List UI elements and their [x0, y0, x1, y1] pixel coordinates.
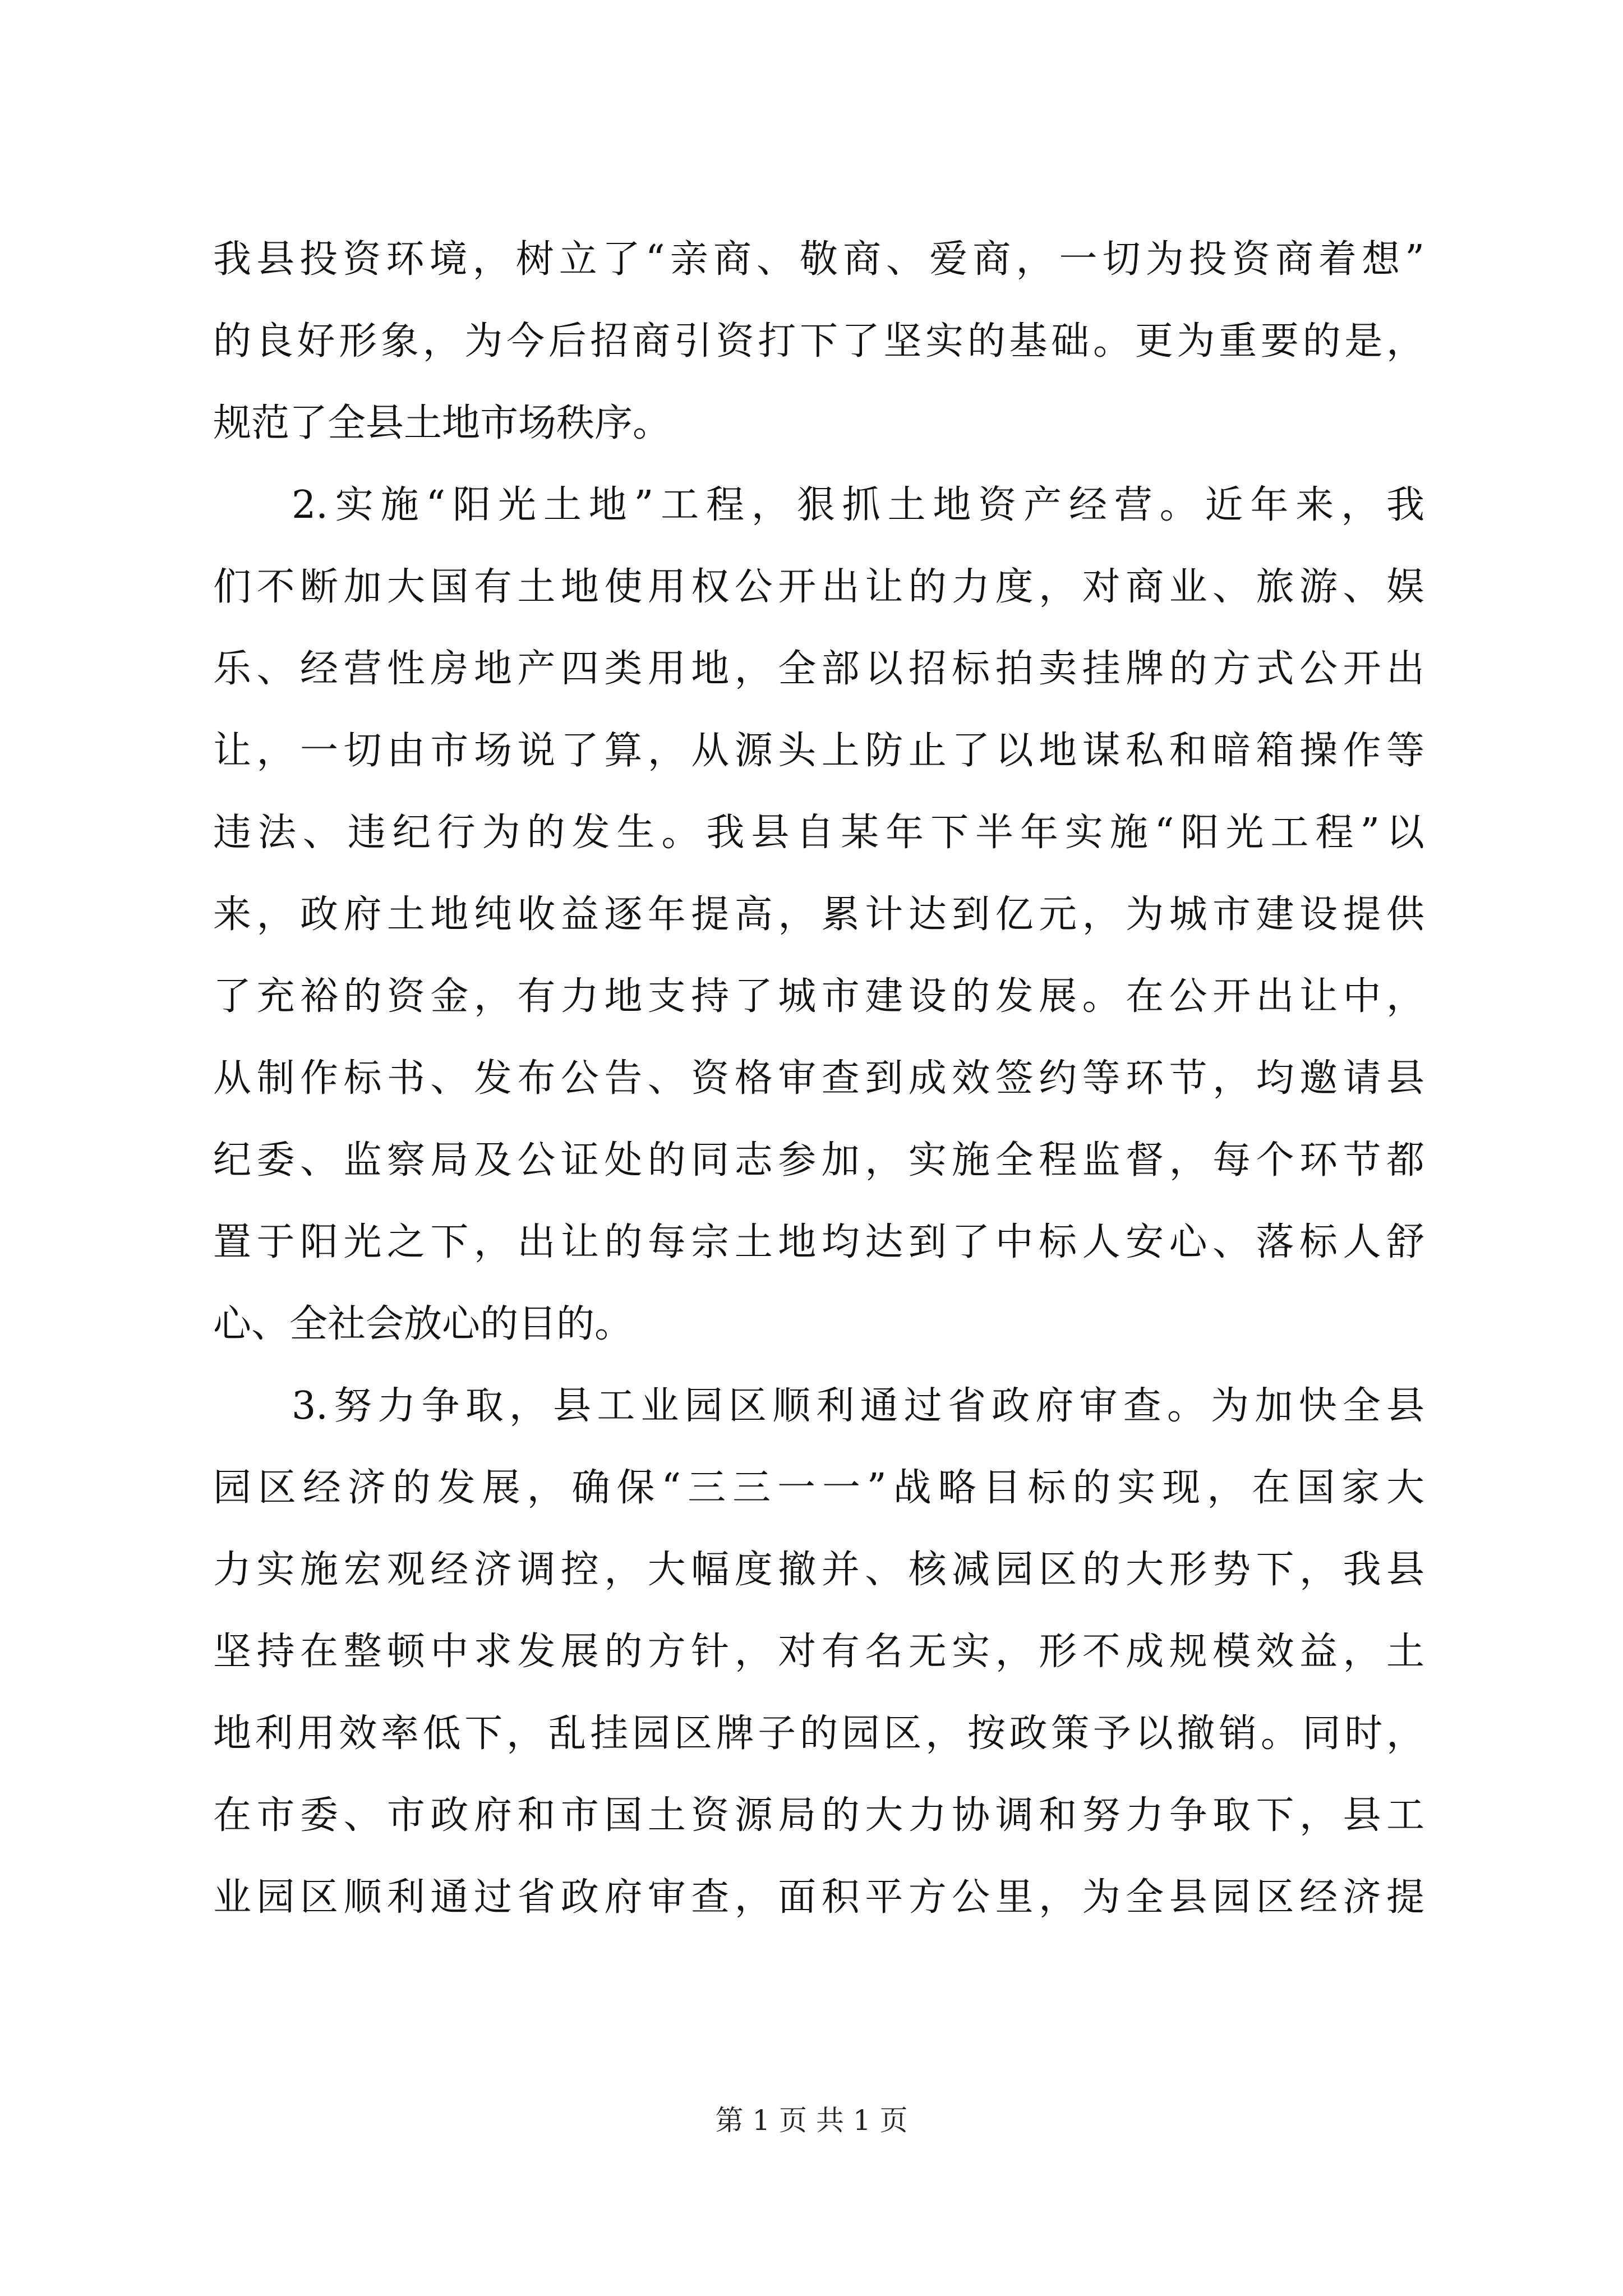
text-line: 乐、经营性房地产四类用地，全部以招标拍卖挂牌的方式公开出	[213, 647, 1424, 691]
text-line: 坚持在整顿中求发展的方针，对有名无实，形不成规模效益，土	[213, 1630, 1424, 1674]
text-line: 们不断加大国有土地使用权公开出让的力度，对商业、旅游、娱	[213, 565, 1424, 609]
text-line: 业园区顺利通过省政府审查，面积平方公里，为全县园区经济提	[213, 1875, 1424, 1920]
paragraph-2	[213, 464, 1424, 1365]
text-line: 让，一切由市场说了算，从源头上防止了以地谋私和暗箱操作等	[213, 729, 1424, 773]
text-line: 纪委、监察局及公证处的同志参加，实施全程监督，每个环节都	[213, 1138, 1424, 1182]
text-line: 规范了全县土地市场秩序。	[213, 401, 671, 445]
text-line: 3.努力争取，县工业园区顺利通过省政府审查。为加快全县	[292, 1384, 1424, 1428]
page-number-label: 第 1 页 共 1 页	[715, 2104, 908, 2137]
text-line: 置于阳光之下，出让的每宗土地均达到了中标人安心、落标人舒	[213, 1220, 1424, 1264]
text-line: 的良好形象，为今后招商引资打下了坚实的基础。更为重要的是，	[213, 319, 1424, 364]
text-line: 从制作标书、发布公告、资格审查到成效签约等环节，均邀请县	[213, 1056, 1424, 1101]
text-line: 了充裕的资金，有力地支持了城市建设的发展。在公开出让中，	[213, 974, 1424, 1019]
paragraph-1	[213, 219, 1424, 464]
page-footer	[0, 2101, 1623, 2140]
text-line: 园区经济的发展，确保“三三一一”战略目标的实现，在国家大	[213, 1466, 1424, 1510]
text-line: 我县投资环境，树立了“亲商、敬商、爱商，一切为投资商着想”	[213, 237, 1424, 282]
text-line: 2.实施“阳光土地”工程，狠抓土地资产经营。近年来，我	[292, 483, 1424, 527]
document-body	[213, 219, 1424, 1939]
text-line: 来，政府土地纯收益逐年提高，累计达到亿元，为城市建设提供	[213, 892, 1424, 937]
text-line: 违法、违纪行为的发生。我县自某年下半年实施“阳光工程”以	[213, 811, 1424, 855]
text-line: 心、全社会放心的目的。	[213, 1302, 633, 1346]
paragraph-3	[213, 1365, 1424, 1939]
text-line: 力实施宏观经济调控，大幅度撤并、核减园区的大形势下，我县	[213, 1548, 1424, 1592]
text-line: 地利用效率低下，乱挂园区牌子的园区，按政策予以撤销。同时，	[213, 1711, 1424, 1756]
text-line: 在市委、市政府和市国土资源局的大力协调和努力争取下，县工	[213, 1793, 1424, 1838]
